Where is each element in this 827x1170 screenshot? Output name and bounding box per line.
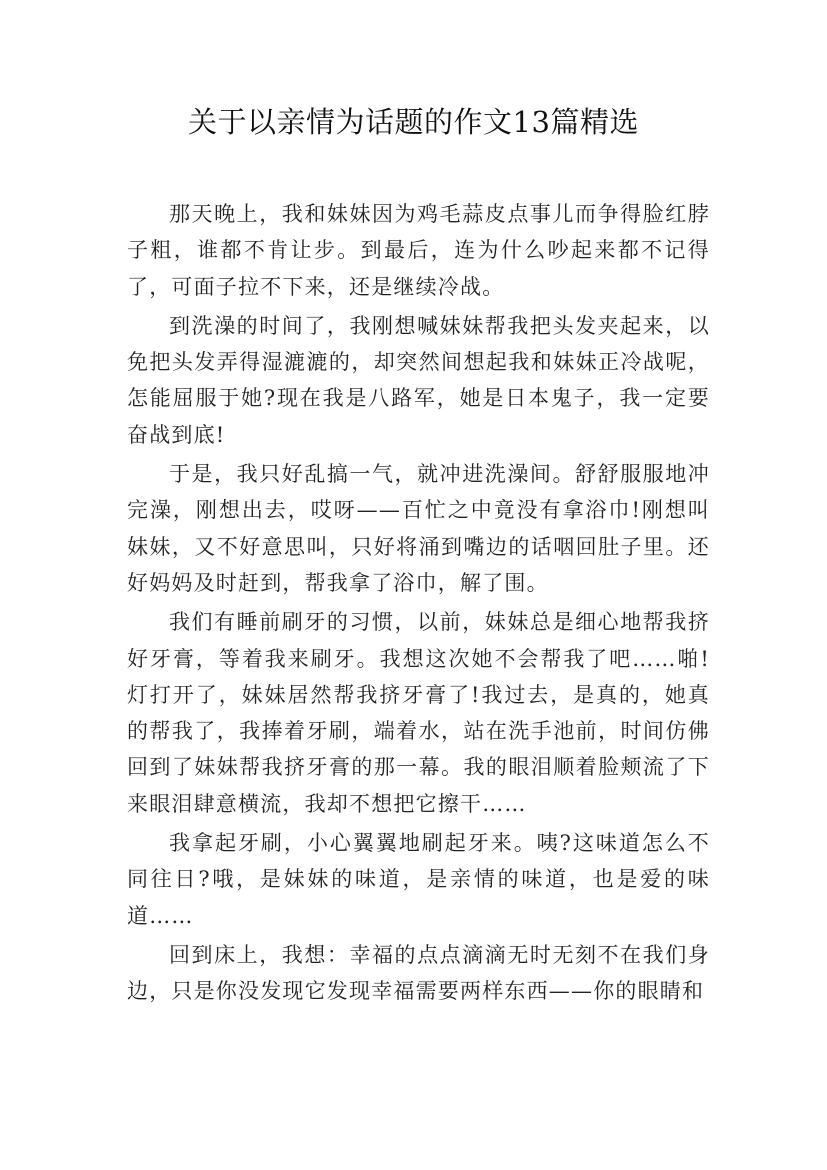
- paragraph-4: 我们有睡前刷牙的习惯，以前，妹妹总是细心地帮我挤好牙膏，等着我来刷牙。我想这次她不会帮我了吧……啪!灯打开了，妹妹居然帮我挤牙膏了!我过去，是真的，她真的帮我了，我捧着牙刷，端着水，站在洗手池前，时间仿佛回到了妹妹帮我挤牙膏的那一幕。我的眼泪顺着脸颊流了下来眼泪肆意横流，我却不想把它擦干……: [127, 610, 710, 816]
- paragraph-5: 我拿起牙刷，小心翼翼地刷起牙来。咦?这味道怎么不同往日?哦，是妹妹的味道，是亲情的味道，也是爱的味道……: [127, 831, 710, 928]
- document-body: [127, 196, 710, 1010]
- paragraph-3: 于是，我只好乱搞一气，就冲进洗澡间。舒舒服服地冲完澡，刚想出去，哎呀——百忙之中竟没有拿浴巾!刚想叫妹妹，又不好意思叫，只好将涌到嘴边的话咽回肚子里。还好妈妈及时赶到，帮我拿了浴巾，解了围。: [127, 462, 710, 595]
- paragraph-6: 回到床上，我想：幸福的点点滴滴无时无刻不在我们身边，只是你没发现它发现幸福需要两样东西——你的眼睛和: [127, 942, 710, 1004]
- paragraph-2: 到洗澡的时间了，我刚想喊妹妹帮我把头发夹起来，以免把头发弄得湿漉漉的，却突然间想起我和妹妹正冷战呢，怎能屈服于她?现在我是八路军，她是日本鬼子，我一定要奋战到底!: [127, 313, 710, 447]
- document-title: 关于以亲情为话题的作文13篇精选: [188, 105, 639, 139]
- paragraph-1: 那天晚上，我和妹妹因为鸡毛蒜皮点事儿而争得脸红脖子粗，谁都不肯让步。到最后，连为什么吵起来都不记得了，可面子拉不下来，还是继续冷战。: [127, 202, 710, 299]
